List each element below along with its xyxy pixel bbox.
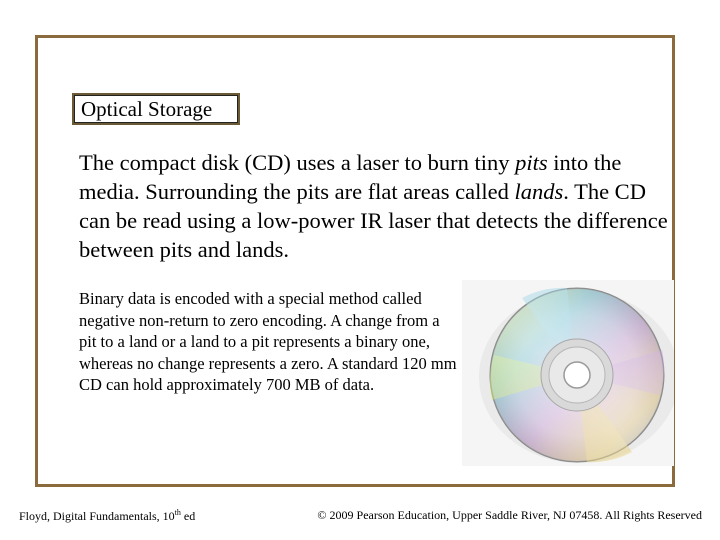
- main-paragraph-text-1: The compact disk (CD) uses a laser to burn tiny: [79, 150, 516, 175]
- compact-disc-icon: [462, 280, 674, 466]
- title-box: [72, 93, 240, 125]
- main-paragraph-text-3: . The CD can be read using a low-power IR laser that detects the difference between pits and lands.: [79, 179, 668, 262]
- footer-citation: [19, 508, 195, 524]
- slide-title: Optical Storage: [74, 95, 238, 123]
- main-paragraph-text-2: into the media. Surrounding the pits are flat areas called: [79, 150, 622, 204]
- detail-paragraph: Binary data is encoded with a special method called negative non-return to zero encoding. A change from a pit to a land or a land to a pit represents a binary one, whereas no change represents a zero. A standard 120 mm CD can hold approximately 700 MB of data.: [79, 289, 457, 394]
- footer-citation-text: Floyd, Digital Fundamentals, 10: [19, 509, 175, 523]
- pits-term: pits: [515, 150, 548, 175]
- lands-term: lands: [514, 179, 564, 204]
- footer-edition-superscript: th: [174, 508, 181, 517]
- footer-copyright: © 2009 Pearson Education, Upper Saddle River, NJ 07458. All Rights Reserved: [317, 508, 702, 522]
- cd-image: [462, 280, 674, 466]
- footer-edition-tail: ed: [180, 509, 196, 523]
- main-paragraph: [79, 148, 669, 264]
